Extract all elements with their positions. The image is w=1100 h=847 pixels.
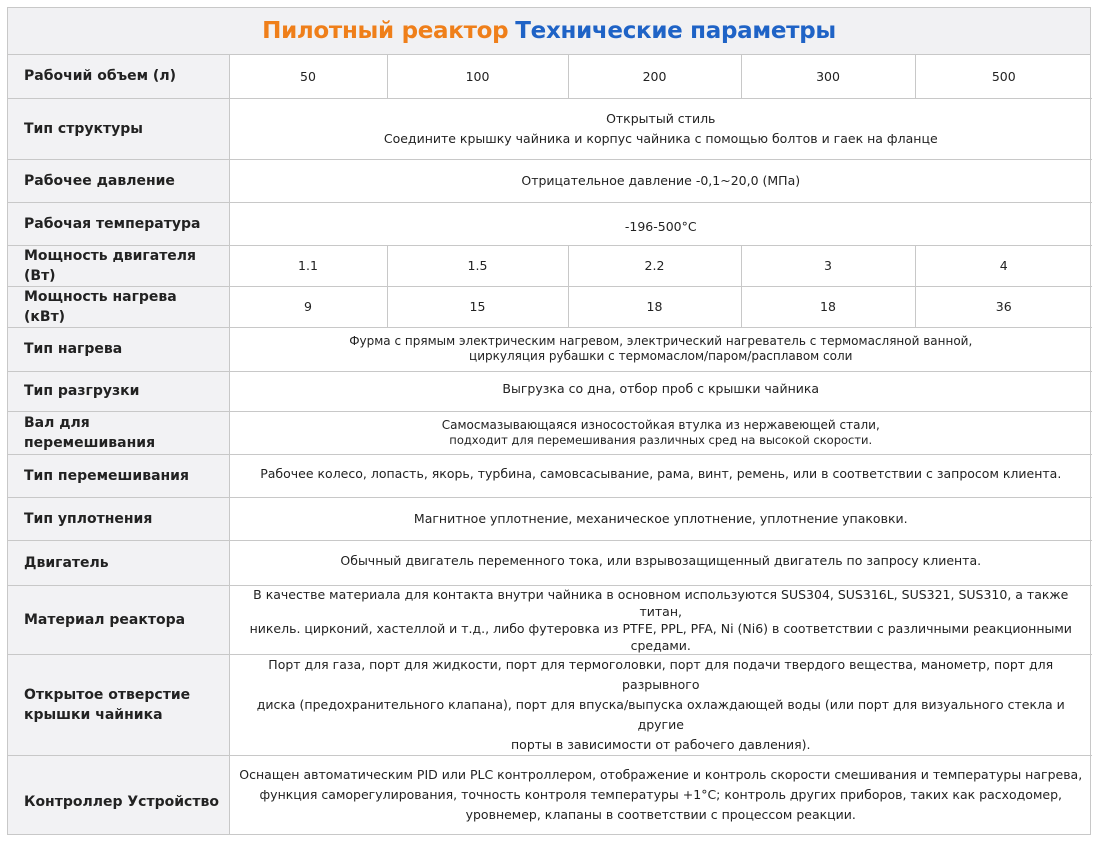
table-row: [8, 245, 1092, 286]
row-label-structure: Тип структуры: [8, 98, 229, 159]
row-label-material: Материал реактора: [8, 585, 229, 654]
row-label-heating-type: Тип нагрева: [8, 327, 229, 371]
table-row: [8, 497, 1092, 540]
controller-line: уровнемер, клапаны в соответствии с процессом реакции.: [465, 806, 856, 822]
table-row: [8, 159, 1092, 202]
structure-value: [229, 98, 1092, 159]
engine-value: Обычный двигатель переменного тока, или взрывозащищенный двигатель по запросу клиента.: [229, 540, 1092, 585]
volume-value: 300: [741, 55, 915, 98]
controller-line: Оснащен автоматическим PID или PLC контроллером, отображение и контроль скорости смешивания и температуры нагрева,: [239, 766, 1083, 782]
row-label-engine: Двигатель: [8, 540, 229, 585]
table-row: [8, 202, 1092, 245]
table-row: [8, 411, 1092, 454]
openings-line: диска (предохранительного клапана), порт для впуска/выпуска охлаждающей воды (или порт для визуального стекла и другие: [256, 696, 1065, 732]
row-label-openings: [8, 654, 229, 755]
seal-value: Магнитное уплотнение, механическое уплотнение, уплотнение упаковки.: [229, 497, 1092, 540]
table-row: [8, 454, 1092, 497]
heating-type-value: [229, 327, 1092, 371]
table-row: [8, 654, 1092, 755]
structure-line: Открытый стиль: [606, 110, 716, 126]
table-row: [8, 371, 1092, 411]
row-label-mixing: Тип перемешивания: [8, 454, 229, 497]
spec-sheet: [7, 7, 1091, 835]
openings-label-line: Открытое отверстие: [24, 686, 191, 703]
row-label-heating-power: Мощность нагрева (кВт): [8, 286, 229, 327]
openings-line: Порт для газа, порт для жидкости, порт для термоголовки, порт для подачи твердого вещества, манометр, порт для разрывного: [268, 656, 1054, 692]
motor-power-value: 1.1: [229, 245, 387, 286]
openings-label-line: крышки чайника: [24, 706, 163, 723]
openings-value: [229, 654, 1092, 755]
motor-power-value: 1.5: [387, 245, 568, 286]
table-row: [8, 55, 1092, 98]
heating-type-line: Фурма с прямым электрическим нагревом, электрический нагреватель с термомасляной ванной,: [349, 334, 973, 348]
title-part-orange: Пилотный реактор: [262, 18, 509, 44]
volume-value: 50: [229, 55, 387, 98]
title-bar: [8, 8, 1090, 55]
material-line: В качестве материала для контакта внутри чайника в основном используются SUS304, SUS316L, SUS321, SUS310, а также титан,: [253, 586, 1069, 619]
structure-line: Соедините крышку чайника и корпус чайника с помощью болтов и гаек на фланце: [383, 130, 938, 146]
pressure-value: Отрицательное давление -0,1~20,0 (МПа): [229, 159, 1092, 202]
volume-value: 200: [568, 55, 741, 98]
row-label-unloading: Тип разгрузки: [8, 371, 229, 411]
heating-type-line: циркуляция рубашки с термомаслом/паром/расплавом соли: [469, 349, 853, 363]
material-line: средами.: [630, 637, 691, 653]
row-label-shaft: Вал для перемешивания: [8, 411, 229, 454]
table-row: [8, 327, 1092, 371]
shaft-line: Самосмазывающаяся износостойкая втулка из нержавеющей стали,: [441, 417, 880, 432]
temperature-value: -196-500°C: [229, 202, 1092, 245]
shaft-line: подходит для перемешивания различных сред на высокой скорости.: [449, 432, 873, 447]
openings-line: порты в зависимости от рабочего давления).: [511, 736, 811, 752]
table-row: [8, 755, 1092, 834]
heating-power-value: 15: [387, 286, 568, 327]
volume-value: 500: [915, 55, 1092, 98]
mixing-value: Рабочее колесо, лопасть, якорь, турбина, самовсасывание, рама, винт, ремень, или в соответствии с запросом клиента.: [229, 454, 1092, 497]
heating-power-value: 18: [741, 286, 915, 327]
row-label-controller: Контроллер Устройство: [8, 755, 229, 834]
table-row: [8, 98, 1092, 159]
table-row: [8, 286, 1092, 327]
unloading-value: Выгрузка со дна, отбор проб с крышки чайника: [229, 371, 1092, 411]
controller-value: [229, 755, 1092, 834]
row-label-volume: Рабочий объем (л): [8, 55, 229, 98]
table-row: [8, 540, 1092, 585]
row-label-seal: Тип уплотнения: [8, 497, 229, 540]
heating-power-value: 9: [229, 286, 387, 327]
material-value: [229, 585, 1092, 654]
shaft-value: [229, 411, 1092, 454]
motor-power-value: 2.2: [568, 245, 741, 286]
controller-line: функция саморегулирования, точность контроля температуры +1°C; контроль других приборов, таких как расходомер,: [259, 786, 1062, 802]
title-part-blue: Технические параметры: [515, 18, 836, 44]
motor-power-value: 3: [741, 245, 915, 286]
row-label-pressure: Рабочее давление: [8, 159, 229, 202]
spec-table: [8, 55, 1092, 834]
row-label-temperature: Рабочая температура: [8, 202, 229, 245]
row-label-motor-power: Мощность двигателя (Вт): [8, 245, 229, 286]
volume-value: 100: [387, 55, 568, 98]
table-row: [8, 585, 1092, 654]
motor-power-value: 4: [915, 245, 1092, 286]
heating-power-value: 18: [568, 286, 741, 327]
heating-power-value: 36: [915, 286, 1092, 327]
material-line: никель. цирконий, хастеллой и т.д., либо футеровка из PTFE, PPL, PFA, Ni (Ni6) в соответствии с различными реакционными: [249, 620, 1072, 636]
